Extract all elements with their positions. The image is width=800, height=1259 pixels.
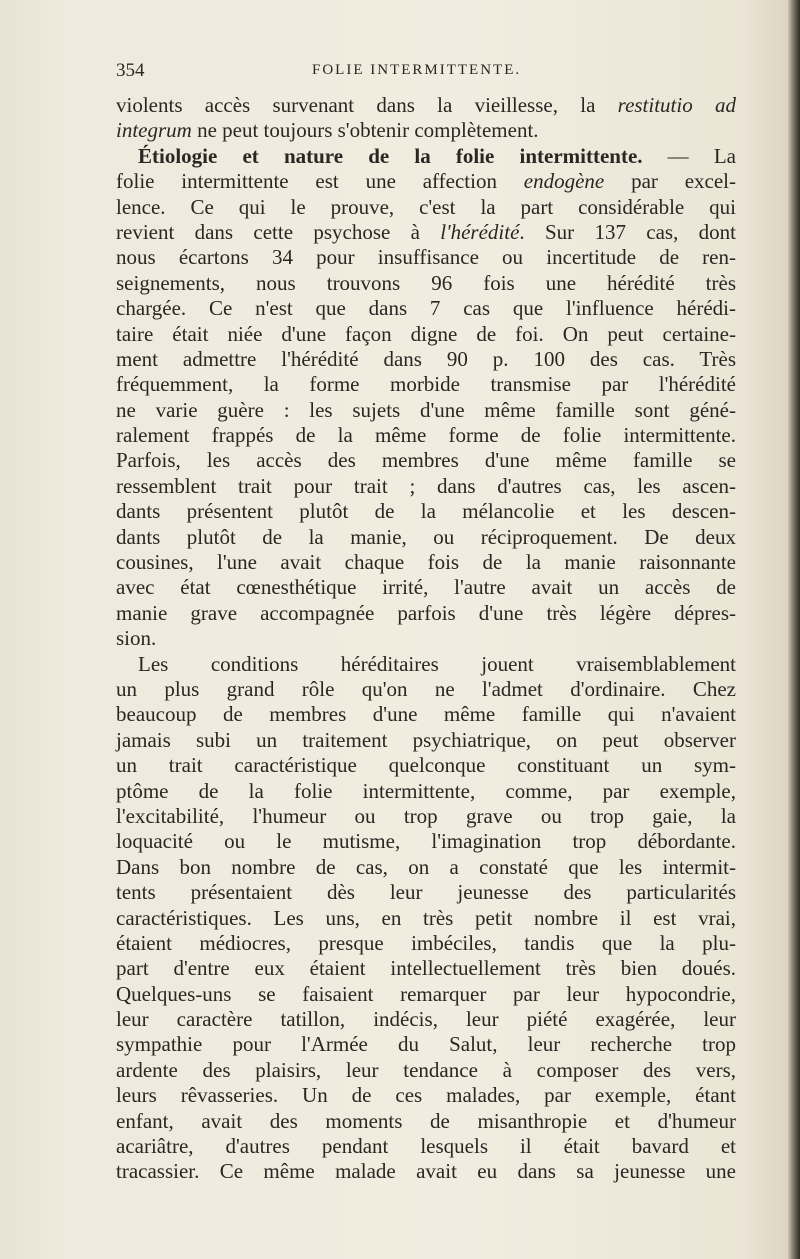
text-line: Les conditions héréditaires jouent vraisemblablement bbox=[138, 651, 736, 676]
page-edge-shadow bbox=[788, 0, 800, 1259]
text-line: leurs rêvasseries. Un de ces malades, par exemple, étant bbox=[116, 1083, 736, 1108]
text-line: folie intermittente est une affection endogène par excel- bbox=[116, 169, 736, 194]
text-line: Parfois, les accès des membres d'une même famille se bbox=[116, 448, 736, 473]
text-line: l'excitabilité, l'humeur ou trop grave ou trop gaie, la bbox=[116, 803, 736, 828]
text-line: beaucoup de membres d'une même famille qui n'avaient bbox=[116, 702, 736, 727]
text-line: Dans bon nombre de cas, on a constaté que les intermit- bbox=[116, 854, 736, 879]
text-line: acariâtre, d'autres pendant lesquels il était bavard et bbox=[116, 1134, 736, 1159]
text-line: Quelques-uns se faisaient remarquer par leur hypocondrie, bbox=[116, 981, 736, 1006]
running-title: FOLIE INTERMITTENTE. bbox=[312, 62, 522, 78]
text-line: ptôme de la folie intermittente, comme, par exemple, bbox=[116, 778, 736, 803]
text-line: ne varie guère : les sujets d'une même famille sont géné- bbox=[116, 397, 736, 422]
page-header bbox=[116, 60, 736, 84]
text-line: caractéristiques. Les uns, en très petit nombre il est vrai, bbox=[116, 905, 736, 930]
text-line: loquacité ou le mutisme, l'imagination trop débordante. bbox=[116, 829, 736, 854]
text-line: un plus grand rôle qu'on ne l'admet d'ordinaire. Chez bbox=[116, 676, 736, 701]
text-line: integrum ne peut toujours s'obtenir complètement. bbox=[116, 118, 539, 143]
page-number: 354 bbox=[116, 60, 145, 81]
text-line: violents accès survenant dans la vieillesse, la restitutio ad bbox=[116, 93, 736, 117]
text-line: cousines, l'une avait chaque fois de la manie raisonnante bbox=[116, 550, 736, 575]
text-line: ardente des plaisirs, leur tendance à composer des vers, bbox=[116, 1057, 736, 1082]
text-line: tracassier. Ce même malade avait eu dans sa jeunesse une bbox=[116, 1159, 736, 1184]
text-line: un trait caractéristique quelconque constituant un sym- bbox=[116, 753, 736, 778]
text-line: seignements, nous trouvons 96 fois une hérédité très bbox=[116, 270, 736, 295]
text-line: chargée. Ce n'est que dans 7 cas que l'influence hérédi- bbox=[116, 296, 736, 321]
text-line: sympathie pour l'Armée du Salut, leur recherche trop bbox=[116, 1032, 736, 1057]
text-line: enfant, avait des moments de misanthropie et d'humeur bbox=[116, 1108, 736, 1133]
text-line: revient dans cette psychose à l'hérédité. Sur 137 cas, dont bbox=[116, 219, 736, 244]
text-line: nous écartons 34 pour insuffisance ou incertitude de ren- bbox=[116, 245, 736, 270]
text-line: manie grave accompagnée parfois d'une très légère dépres- bbox=[116, 600, 736, 625]
text-line: ralement frappés de la même forme de folie intermittente. bbox=[116, 423, 736, 448]
text-line: ressemblent trait pour trait ; dans d'autres cas, les ascen- bbox=[116, 473, 736, 498]
text-line: part d'entre eux étaient intellectuellement très bien doués. bbox=[116, 956, 736, 981]
text-line: fréquemment, la forme morbide transmise par l'hérédité bbox=[116, 372, 736, 397]
text-line: leur caractère tatillon, indécis, leur piété exagérée, leur bbox=[116, 1007, 736, 1032]
text-line: taire était niée d'une façon digne de foi. On peut certaine- bbox=[116, 321, 736, 346]
text-line: étaient médiocres, presque imbéciles, tandis que la plu- bbox=[116, 930, 736, 955]
text-line: lence. Ce qui le prouve, c'est la part considérable qui bbox=[116, 194, 736, 219]
text-line: dants présentent plutôt de la mélancolie et les descen- bbox=[116, 499, 736, 524]
text-line: sion. bbox=[116, 626, 157, 651]
text-line: tents présentaient dès leur jeunesse des particularités bbox=[116, 880, 736, 905]
text-line: jamais subi un traitement psychiatrique, on peut observer bbox=[116, 727, 736, 752]
text-line: avec état cœnesthétique irrité, l'autre avait un accès de bbox=[116, 575, 736, 600]
text-line: dants plutôt de la manie, ou réciproquement. De deux bbox=[116, 524, 736, 549]
body-text bbox=[116, 93, 736, 1185]
section-heading-line: Étiologie et nature de la folie intermittente. — La bbox=[138, 143, 736, 168]
text-line: ment admettre l'hérédité dans 90 p. 100 des cas. Très bbox=[116, 346, 736, 371]
